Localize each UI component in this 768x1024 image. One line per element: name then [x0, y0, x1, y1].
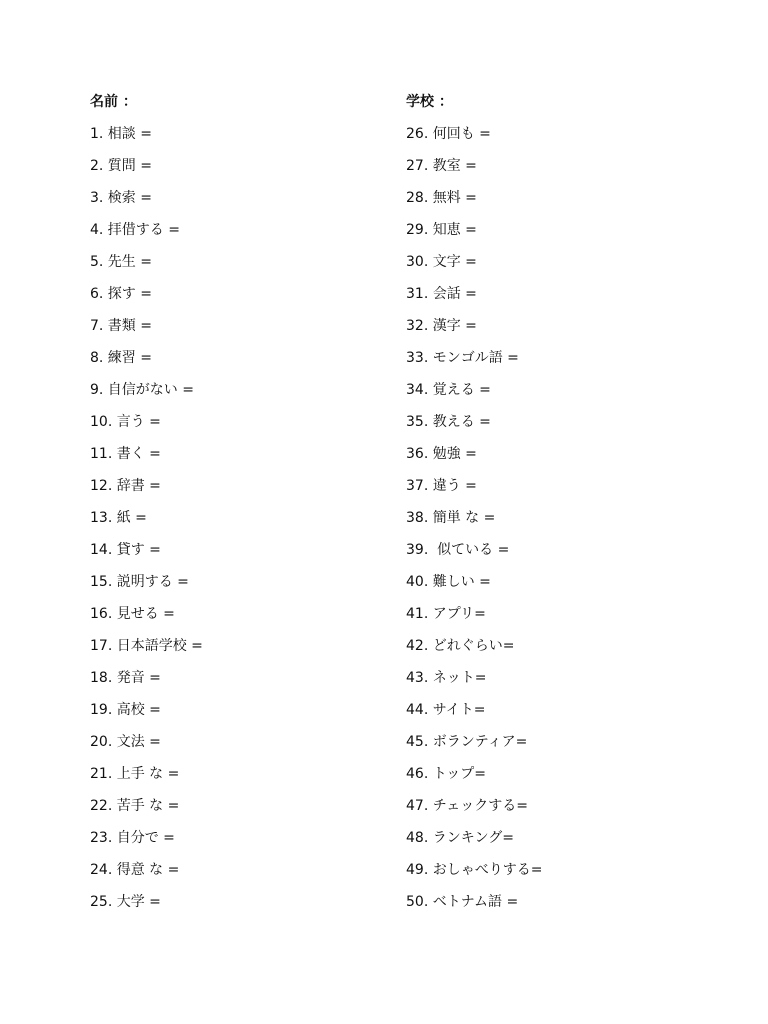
vocab-item: 8. 練習 =: [90, 350, 152, 366]
vocab-item: 41. アプリ=: [406, 606, 486, 622]
vocab-item: 27. 教室 =: [406, 158, 477, 174]
vocab-item: 49. おしゃべりする=: [406, 862, 543, 878]
left-column: [90, 90, 203, 922]
vocab-item: 25. 大学 =: [90, 894, 161, 910]
vocab-item: 47. チェックする=: [406, 798, 529, 814]
vocab-item: 36. 勉強 =: [406, 446, 477, 462]
vocab-item: 31. 会話 =: [406, 286, 477, 302]
vocab-item: 30. 文字 =: [406, 254, 477, 270]
vocab-item: 10. 言う =: [90, 414, 161, 430]
vocab-item: 23. 自分で =: [90, 830, 175, 846]
vocab-item: 4. 拝借する =: [90, 222, 180, 238]
vocab-item: 39. 似ている =: [406, 542, 510, 558]
vocab-item: 32. 漢字 =: [406, 318, 477, 334]
vocab-item: 22. 苦手 な =: [90, 798, 180, 814]
vocab-item: 5. 先生 =: [90, 254, 152, 270]
vocab-item: 14. 貸す =: [90, 542, 161, 558]
vocab-item: 28. 無料 =: [406, 190, 477, 206]
vocab-item: 21. 上手 な =: [90, 766, 180, 782]
vocab-item: 2. 質問 =: [90, 158, 152, 174]
vocab-item: 18. 発音 =: [90, 670, 161, 686]
vocab-item: 29. 知恵 =: [406, 222, 477, 238]
vocab-item: 20. 文法 =: [90, 734, 161, 750]
vocab-item: 35. 教える =: [406, 414, 491, 430]
vocab-item: 34. 覚える =: [406, 382, 491, 398]
vocab-item: 44. サイト=: [406, 702, 486, 718]
vocab-item: 50. ベトナム語 =: [406, 894, 519, 910]
vocab-item: 46. トップ=: [406, 766, 487, 782]
vocab-item: 6. 探す =: [90, 286, 152, 302]
vocab-list-left: [90, 122, 203, 922]
vocab-item: 43. ネット=: [406, 670, 487, 686]
vocab-item: 26. 何回も =: [406, 126, 491, 142]
school-label: 学校 ：: [406, 94, 453, 110]
vocab-item: 38. 簡単 な =: [406, 510, 496, 526]
vocab-item: 33. モンゴル語 =: [406, 350, 519, 366]
vocab-item: 24. 得意 な =: [90, 862, 180, 878]
vocab-item: 42. どれぐらい=: [406, 638, 515, 654]
vocab-item: 1. 相談 =: [90, 126, 152, 142]
right-column: [406, 90, 542, 922]
vocab-item: 19. 高校 =: [90, 702, 161, 718]
vocab-item: 13. 紙 =: [90, 510, 147, 526]
vocab-item: 45. ボランティア=: [406, 734, 528, 750]
vocab-item: 3. 検索 =: [90, 190, 152, 206]
vocab-item: 11. 書く =: [90, 446, 161, 462]
vocab-item: 9. 自信がない =: [90, 382, 194, 398]
vocab-item: 15. 説明する =: [90, 574, 189, 590]
vocab-item: 7. 書類 =: [90, 318, 152, 334]
vocab-item: 16. 見せる =: [90, 606, 175, 622]
vocab-item: 17. 日本語学校 =: [90, 638, 203, 654]
vocab-item: 37. 違う =: [406, 478, 477, 494]
vocab-list-right: [406, 122, 542, 922]
vocab-item: 48. ランキング=: [406, 830, 515, 846]
name-label: 名前 ：: [90, 94, 137, 110]
vocab-item: 12. 辞書 =: [90, 478, 161, 494]
vocab-item: 40. 難しい =: [406, 574, 491, 590]
